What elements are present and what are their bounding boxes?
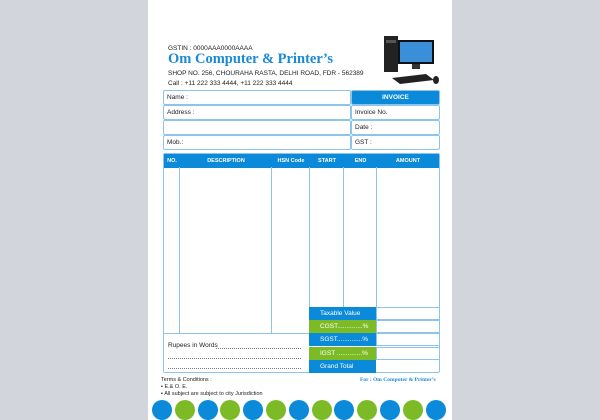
mob-label: Mob.: <box>167 139 184 146</box>
col-hsn: HSN Code <box>277 158 305 164</box>
invoice-no-field[interactable] <box>351 105 440 120</box>
col-start: START <box>318 158 336 164</box>
sgst-label: SGST..............% <box>309 333 376 346</box>
border-semicircle <box>152 400 172 420</box>
border-semicircle <box>380 400 400 420</box>
igst-field[interactable] <box>376 347 440 360</box>
sgst-field[interactable] <box>376 333 440 346</box>
terms-title: Terms & Conditions : <box>161 377 212 383</box>
invoice-no-label: Invoice No. <box>355 109 388 116</box>
col-no: NO. <box>167 158 177 164</box>
signature-label: For : Om Computer & Printer’s <box>360 377 436 383</box>
rupees-in-words-label: Rupees in Words <box>168 342 218 349</box>
terms-item: ▪ E.& O. E. <box>161 384 188 390</box>
border-semicircle <box>289 400 309 420</box>
col-end: END <box>354 158 367 164</box>
divider <box>343 167 344 307</box>
taxable-value-field[interactable] <box>376 307 440 320</box>
company-address: SHOP NO. 256, CHOURAHA RASTA, DELHI ROAD, FDR - 562389 <box>168 70 364 77</box>
address-label: Address : <box>167 109 195 116</box>
divider <box>271 167 272 333</box>
terms-item-text: E.& O. E. <box>164 384 188 390</box>
invoice-page <box>148 0 452 420</box>
table-header <box>164 154 439 168</box>
gst-label: GST : <box>355 139 372 146</box>
border-semicircle <box>243 400 263 420</box>
border-semicircle <box>312 400 332 420</box>
col-amount: AMOUNT <box>395 158 421 164</box>
company-name: Om Computer & Printer’s <box>168 51 333 67</box>
name-label: Name : <box>167 94 188 101</box>
border-semicircle <box>357 400 377 420</box>
words-line[interactable] <box>168 368 301 369</box>
address-line-2[interactable] <box>163 120 351 135</box>
gstin: GSTIN : 0000AAA0000AAAA <box>168 45 253 52</box>
taxable-value-label: Taxable Value <box>309 307 376 320</box>
divider <box>179 167 180 333</box>
col-description: DESCRIPTION <box>207 158 245 164</box>
terms-item-text: All subject are subject to city Jurisdiction <box>164 391 263 397</box>
mob-field[interactable] <box>163 135 351 150</box>
computer-icon <box>382 34 442 86</box>
divider <box>163 333 309 334</box>
date-label: Date : <box>355 124 373 131</box>
igst-label: IGST ..............% <box>309 347 376 360</box>
address-field[interactable] <box>163 105 351 120</box>
name-field[interactable] <box>163 90 351 105</box>
company-phone: Call : +11 222 333 4444, +11 222 333 4444 <box>168 80 293 87</box>
border-semicircle <box>220 400 240 420</box>
divider <box>309 167 310 307</box>
border-semicircle <box>403 400 423 420</box>
cgst-field[interactable] <box>376 320 440 333</box>
border-semicircle <box>426 400 446 420</box>
invoice-title: INVOICE <box>351 90 440 105</box>
words-line[interactable] <box>216 348 301 349</box>
border-semicircle <box>266 400 286 420</box>
border-semicircle <box>175 400 195 420</box>
divider <box>376 167 377 307</box>
gst-field[interactable] <box>351 135 440 150</box>
cgst-label: CGST..............% <box>309 320 376 333</box>
border-semicircle <box>334 400 354 420</box>
border-semicircle <box>198 400 218 420</box>
grand-total-label: Grand Total <box>309 360 376 373</box>
words-line[interactable] <box>168 358 301 359</box>
date-field[interactable] <box>351 120 440 135</box>
terms-item: ▪ All subject are subject to city Jurisdiction <box>161 391 263 397</box>
